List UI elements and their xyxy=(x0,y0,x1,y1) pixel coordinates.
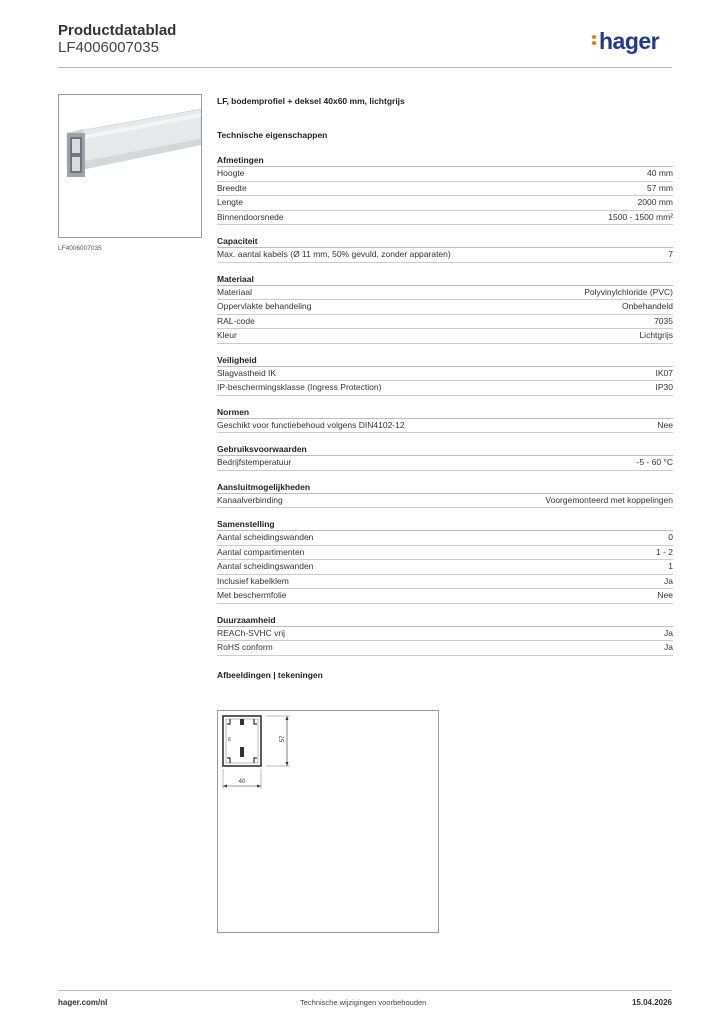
spec-value: Lichtgrijs xyxy=(639,330,673,340)
spec-row xyxy=(217,167,673,182)
section-title: Aansluitmogelijkheden xyxy=(217,482,673,494)
spec-section xyxy=(217,444,673,471)
spec-row xyxy=(217,300,673,315)
drawings-title: Afbeeldingen | tekeningen xyxy=(217,669,323,680)
product-title: LF, bodemprofiel + deksel 40x60 mm, lichtgrijs xyxy=(217,96,405,106)
spec-row xyxy=(217,494,673,509)
footer-note: Technische wijzigingen voorbehouden xyxy=(300,998,427,1007)
spec-row xyxy=(217,589,673,604)
section-title: Normen xyxy=(217,407,673,419)
section-title: Duurzaamheid xyxy=(217,615,673,627)
spec-value: 7 xyxy=(668,249,673,259)
spec-value: 1500 - 1500 mm² xyxy=(608,211,673,222)
height-dimension-label: 57 xyxy=(280,735,286,743)
footer-divider xyxy=(58,990,672,991)
page-title: Productdatablad xyxy=(58,22,177,39)
spec-value: -5 - 60 °C xyxy=(636,457,673,467)
spec-sections xyxy=(217,155,673,656)
spec-section xyxy=(217,615,673,656)
spec-value: Onbehandeld xyxy=(621,301,673,311)
spec-section xyxy=(217,482,673,509)
spec-value: Ja xyxy=(664,642,673,652)
spec-label: Kanaalverbinding xyxy=(217,494,283,505)
header-divider xyxy=(58,67,672,68)
spec-label: Aantal scheidingswanden xyxy=(217,532,314,542)
spec-row xyxy=(217,627,673,642)
logo-dots-icon xyxy=(592,33,598,47)
spec-label: Geschikt voor functiebehoud volgens DIN4102-12 xyxy=(217,419,405,430)
spec-label: Inclusief kabelklem xyxy=(217,575,289,586)
spec-row xyxy=(217,575,673,590)
spec-section xyxy=(217,236,673,263)
spec-section xyxy=(217,519,673,604)
spec-label: Breedte xyxy=(217,182,247,193)
profile-drawing xyxy=(218,711,438,932)
spec-label: Aantal scheidingswanden xyxy=(217,561,314,571)
spec-value: Voorgemonteerd met koppelingen xyxy=(545,494,673,505)
spec-value: 1 xyxy=(668,561,673,571)
spec-value: 2000 mm xyxy=(637,197,673,207)
tech-properties-title: Technische eigenschappen xyxy=(217,130,328,140)
spec-value: IP30 xyxy=(655,382,673,392)
spec-row xyxy=(217,329,673,344)
product-photo xyxy=(58,94,202,238)
spec-row xyxy=(217,546,673,561)
spec-label: RAL-code xyxy=(217,315,255,326)
footer-website-link[interactable]: hager.com/nl xyxy=(58,998,108,1007)
spec-section xyxy=(217,355,673,396)
section-title: Afmetingen xyxy=(217,155,673,167)
spec-label: Aantal compartimenten xyxy=(217,546,305,557)
spec-value: Nee xyxy=(657,419,673,430)
spec-row xyxy=(217,367,673,382)
spec-value: Nee xyxy=(657,590,673,600)
section-title: Veiligheid xyxy=(217,355,673,367)
spec-label: Materiaal xyxy=(217,286,252,297)
spec-value: IK07 xyxy=(655,367,673,378)
logo-text: hager xyxy=(599,28,660,54)
spec-row xyxy=(217,196,673,211)
spec-section xyxy=(217,407,673,434)
spec-label: REACh-SVHC vrij xyxy=(217,627,286,638)
spec-value: 1 - 2 xyxy=(655,546,673,557)
spec-label: Kleur xyxy=(217,330,237,340)
spec-section xyxy=(217,155,673,225)
width-dimension-label: 40 xyxy=(238,779,246,785)
spec-label: IP-beschermingsklasse (Ingress Protection) xyxy=(217,382,382,392)
section-title: Capaciteit xyxy=(217,236,673,248)
photo-caption: LF4006007035 xyxy=(58,245,102,252)
product-code: LF4006007035 xyxy=(58,39,159,56)
spec-value: 57 mm xyxy=(647,182,673,193)
spec-row xyxy=(217,456,673,471)
spec-value: 40 mm xyxy=(647,168,673,178)
spec-value: Polyvinylchloride (PVC) xyxy=(584,286,673,297)
spec-label: Slagvastheid IK xyxy=(217,367,277,378)
spec-content xyxy=(217,96,673,680)
spec-row xyxy=(217,182,673,197)
spec-row xyxy=(217,211,673,226)
svg-text:6: 6 xyxy=(228,737,231,743)
spec-value: 0 xyxy=(668,532,673,542)
spec-row xyxy=(217,248,673,263)
spec-row xyxy=(217,419,673,434)
section-title: Samenstelling xyxy=(217,519,673,531)
hager-logo xyxy=(592,28,659,55)
section-title: Gebruiksvoorwaarden xyxy=(217,444,673,456)
spec-label: Bedrijfstemperatuur xyxy=(217,457,292,467)
footer-date: 15.04.2026 xyxy=(631,998,672,1007)
spec-label: Hoogte xyxy=(217,168,245,178)
spec-section xyxy=(217,274,673,344)
section-title: Materiaal xyxy=(217,274,673,286)
spec-label: Met beschermfolie xyxy=(217,590,287,600)
spec-row xyxy=(217,531,673,546)
cable-duct-illustration xyxy=(59,95,201,237)
spec-value: Ja xyxy=(664,575,673,586)
spec-row xyxy=(217,560,673,575)
spec-row xyxy=(217,641,673,656)
spec-label: Oppervlakte behandeling xyxy=(217,301,312,311)
spec-value: 7035 xyxy=(654,315,673,326)
spec-row xyxy=(217,286,673,301)
spec-label: RoHS conform xyxy=(217,642,273,652)
spec-label: Binnendoorsnede xyxy=(217,211,284,222)
technical-drawing xyxy=(217,710,439,933)
spec-label: Lengte xyxy=(217,197,243,207)
spec-label: Max. aantal kabels (Ø 11 mm, 50% gevuld, zonder apparaten) xyxy=(217,249,451,259)
spec-row xyxy=(217,315,673,330)
spec-row xyxy=(217,381,673,396)
spec-value: Ja xyxy=(664,627,673,638)
